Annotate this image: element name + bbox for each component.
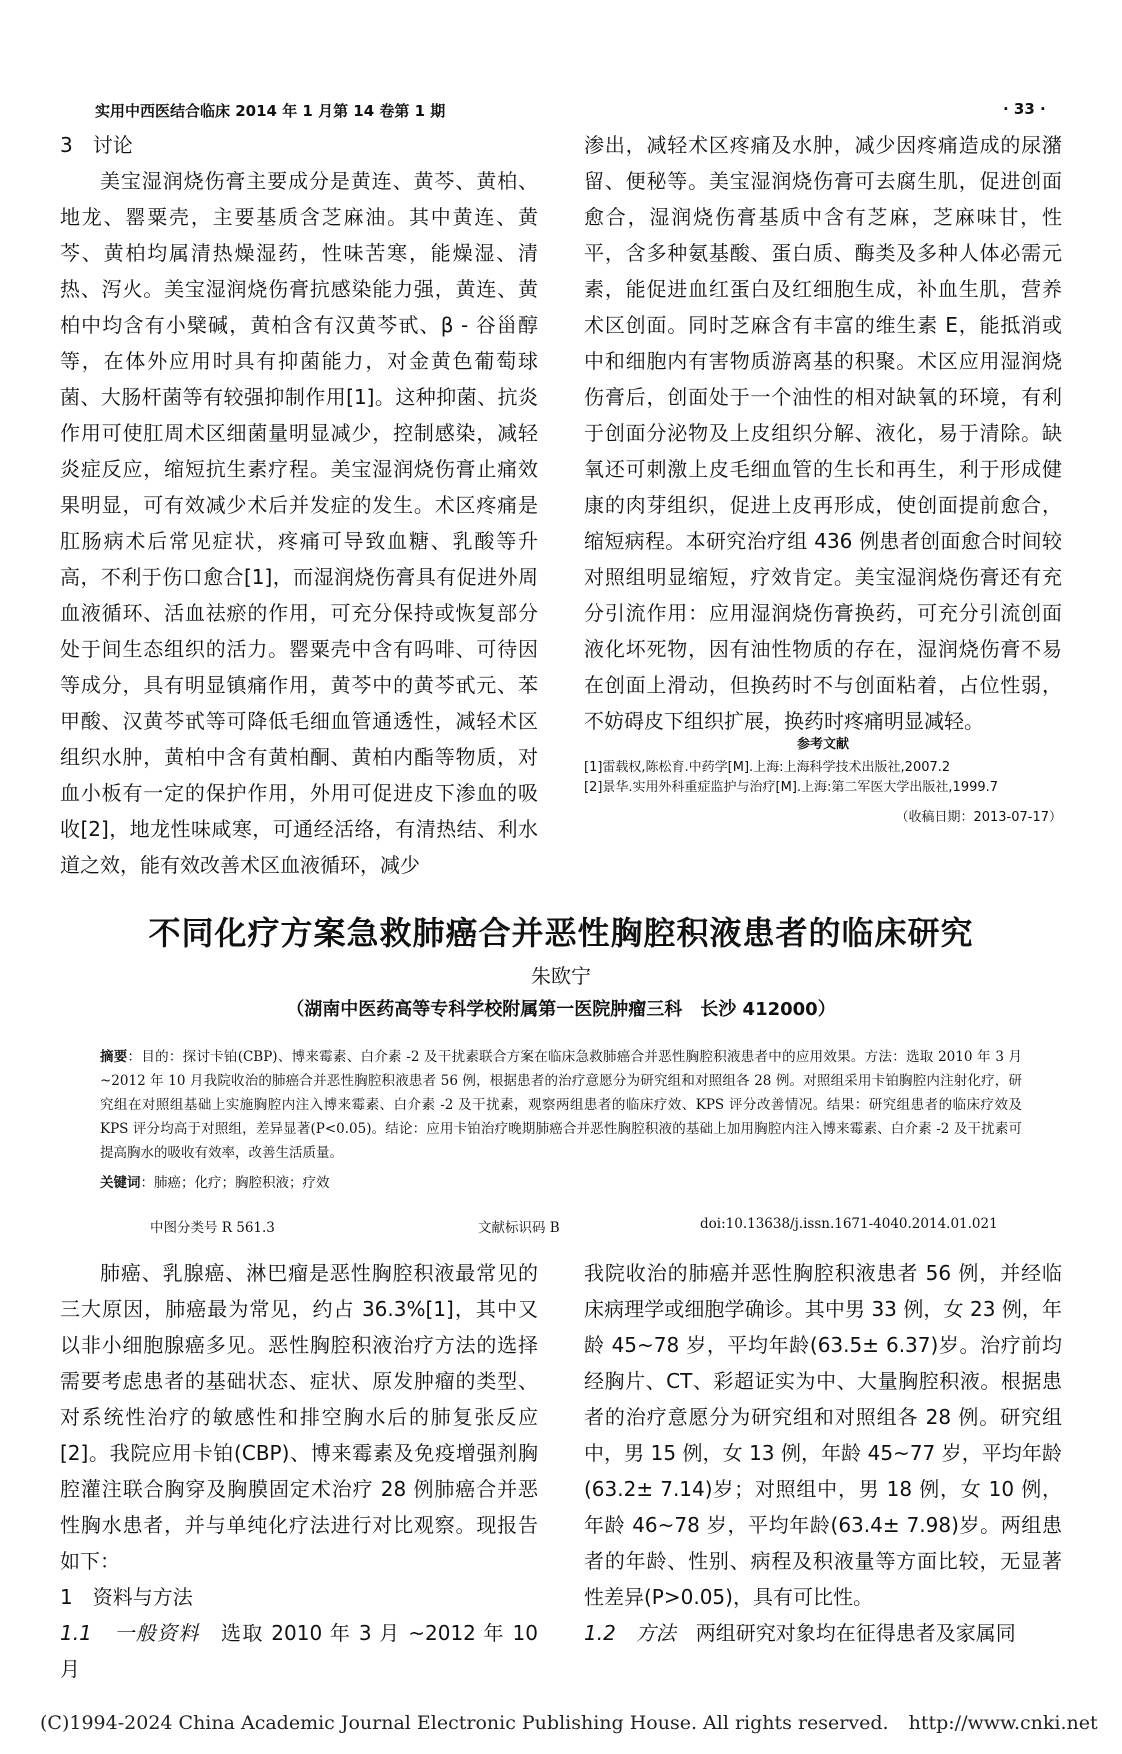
cnki-url: http://www.cnki.net — [908, 1712, 1098, 1734]
section-heading-discussion: 3 讨论 — [60, 133, 133, 157]
discussion-paragraph: 美宝湿润烧伤膏主要成分是黄连、黄芩、黄柏、地龙、罂粟壳，主要基质含芝麻油。其中黄连、黄芩、黄柏均属清热燥湿药，性味苦寒，能燥湿、清热、泻火。美宝湿润烧伤膏抗感染能力强，黄连、黄柏中均含有小檗碱，黄柏含有汉黄芩甙、β - 谷甾醇等，在体外应用时具有抑菌能力，对金黄色葡萄球菌、大肠杆菌等有较强抑制作用[1]。这种抑菌、抗炎作用可使肛周术区细菌量明显减少，控制感染，减轻炎症反应，缩短抗生素疗程。美宝湿润烧伤膏止痛效果明显，可有效减少术后并发症的发生。术区疼痛是肛肠病术后常见症状，疼痛可导致血糖、乳酸等升高，不利于伤口愈合[1]，而湿润烧伤膏具有促进外周血液循环、活血祛瘀的作用，可充分保持或恢复部分处于间生态组织的活力。罂粟壳中含有吗啡、可待因等成分，具有明显镇痛作用，黄芩中的黄芩甙元、苯甲酸、汉黄芩甙等可降低毛细血管通透性，减轻术区组织水肿，黄柏中含有黄柏酮、黄柏内酯等物质，对血小板有一定的保护作用，外用可促进皮下渗血的吸收[2]，地龙性味咸寒，可通经活络，有清热结、利水道之效，能有效改善术区血液循环，减少 — [60, 169, 538, 877]
subsection-label: 1.2 方法 — [584, 1621, 676, 1645]
intro-paragraph: 肺癌、乳腺癌、淋巴瘤是恶性胸腔积液最常见的三大原因，肺癌最为常见，约占 36.3%[1]，其中又以非小细胞腺癌多见。恶性胸腔积液治疗方法的选择需要考虑患者的基础状态、症状、原发肿瘤的类型、对系统性治疗的敏感性和排空胸水后的肺复张反应[2]。我院应用卡铂(CBP)、博来霉素及免疫增强剂胸腔灌注联合胸穿及胸膜固定术治疗 28 例肺癌合并恶性胸水患者，并与单纯化疗法进行对比观察。现报告如下： — [60, 1261, 538, 1573]
reference-item: [2]景华.实用外科重症监护与治疗[M].上海:第二军医大学出版社,1999.7 — [584, 780, 999, 795]
subsection-general-info — [60, 1615, 538, 1687]
abstract-text: ：目的：探讨卡铂(CBP)、博来霉素、白介素 -2 及干扰素联合方案在临床急救肺癌合并恶性胸腔积液患者中的应用效果。方法：选取 2010 年 3 月 ~2012 年 10 月我院收治的肺癌合并恶性胸腔积液患者 56 例，根据患者的治疗意愿分为研究组和对照组各 28 例。对照组采用卡铂胸腔内注射化疗，研究组在对照组基础上实施胸腔内注入博来霉素、白介素 -2 及干扰素，观察两组患者的临床疗效、KPS 评分改善情况。结果：研究组患者的临床疗效及 KPS 评分均高于对照组，差异显著(P<0.05)。结论：应用卡铂治疗晚期肺癌合并恶性胸腔积液的基础上加用胸腔内注入博来霉素、白介素 -2 及干扰素可提高胸水的吸收有效率，改善生活质量。 — [100, 1049, 1022, 1161]
article-author: 朱欧宁 — [531, 964, 591, 988]
references-title: 参考文献 — [796, 737, 849, 752]
subsection-methods — [584, 1615, 1062, 1651]
prev-article-right-column — [584, 127, 1062, 739]
subsection-text: 选取 2010 年 3 月 ~2012 年 10 月 — [60, 1621, 538, 1681]
keywords-label: 关键词 — [100, 1175, 141, 1191]
doi: doi:10.13638/j.issn.1671-4040.2014.01.021 — [700, 1216, 998, 1232]
page-number: · 33 · — [1003, 100, 1046, 118]
copyright-text: (C)1994-2024 China Academic Journal Electronic Publishing House. All rights reserved. — [40, 1712, 889, 1734]
document-code: 文献标识码 B — [478, 1220, 560, 1236]
article-left-column — [60, 1255, 538, 1687]
received-date: （收稿日期：2013-07-17） — [895, 810, 1062, 825]
reference-item: [1]雷载权,陈松育.中药学[M].上海:上海科学技术出版社,2007.2 — [584, 760, 951, 775]
section-heading-methods: 1 资料与方法 — [60, 1585, 193, 1609]
subsection-label: 1.1 一般资料 — [60, 1621, 200, 1645]
keywords-text: ：肺癌；化疗；胸腔积液；疗效 — [140, 1175, 330, 1191]
prev-article-left-column — [60, 127, 538, 883]
copyright-footer — [40, 1712, 1098, 1734]
keywords — [100, 1171, 1022, 1195]
journal-header: 实用中西医结合临床 2014 年 1 月第 14 卷第 1 期 — [95, 102, 446, 120]
abstract — [100, 1045, 1022, 1165]
article-affiliation: （湖南中医药高等专科学校附属第一医院肿瘤三科 长沙 412000） — [286, 999, 836, 1020]
subsection-text: 两组研究对象均在征得患者及家属同 — [675, 1621, 1016, 1645]
abstract-block — [100, 1045, 1022, 1195]
references-block — [584, 733, 1062, 825]
abstract-label: 摘要 — [100, 1049, 128, 1065]
article-title: 不同化疗方案急救肺癌合并恶性胸腔积液患者的临床研究 — [148, 914, 974, 952]
clc-number: 中图分类号 R 561.3 — [150, 1220, 275, 1236]
discussion-paragraph-continued: 渗出，减轻术区疼痛及水肿，减少因疼痛造成的尿潴留、便秘等。美宝湿润烧伤膏可去腐生肌，促进创面愈合，湿润烧伤膏基质中含有芝麻，芝麻味甘，性平，含多种氨基酸、蛋白质、酶类及多种人体必需元素，能促进血红蛋白及红细胞生成，补血生肌，营养术区创面。同时芝麻含有丰富的维生素 E，能抵消或中和细胞内有害物质游离基的积聚。术区应用湿润烧伤膏后，创面处于一个油性的相对缺氧的环境，有利于创面分泌物及上皮组织分解、液化，易于清除。缺氧还可刺激上皮毛细血管的生长和再生，利于形成健康的肉芽组织，促进上皮再形成，使创面提前愈合，缩短病程。本研究治疗组 436 例患者创面愈合时间较对照组明显缩短，疗效肯定。美宝湿润烧伤膏还有充分引流作用：应用湿润烧伤膏换药，可充分引流创面液化坏死物，因有油性物质的存在，湿润烧伤膏不易在创面上滑动，但换药时不与创面粘着，占位性弱，不妨碍皮下组织扩展，换药时疼痛明显减轻。 — [584, 133, 1062, 733]
general-info-paragraph: 我院收治的肺癌并恶性胸腔积液患者 56 例，并经临床病理学或细胞学确诊。其中男 33 例，女 23 例，年龄 45~78 岁，平均年龄(63.5± 6.37)岁。治疗前均经胸片、CT、彩超证实为中、大量胸腔积液。根据患者的治疗意愿分为研究组和对照组各 28 例。研究组中，男 15 例，女 13 例，年龄 45~77 岁，平均年龄(63.2± 7.14)岁；对照组中，男 18 例，女 10 例，年龄 46~78 岁，平均年龄(63.4± 7.98)岁。两组患者的年龄、性别、病程及积液量等方面比较，无显著性差异(P>0.05)，具有可比性。 — [584, 1261, 1062, 1609]
article-right-column — [584, 1255, 1062, 1651]
